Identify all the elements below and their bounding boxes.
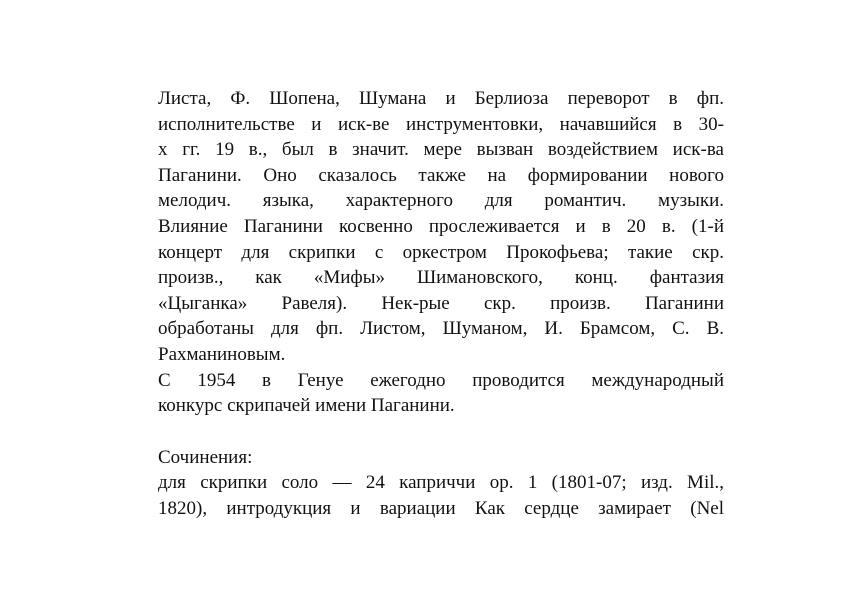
text-line: исполнительстве и иск-ве инструментовки, начавшийся в 30- [158,113,724,135]
text-line: 1820), интродукция и вариации Как сердце замирает (Nel [158,497,724,519]
text-line: С 1954 в Генуе ежегодно проводится международный [158,369,724,391]
text-line: мелодич. языка, характерного для романтич. музыки. [158,190,724,212]
text-line: Листа, Ф. Шопена, Шумана и Берлиоза переворот в фп. [158,88,724,109]
paragraph-genoa-competition [158,368,724,419]
paragraph-spacer [158,419,724,445]
body-text [158,86,724,522]
text-line: Влияние Паганини косвенно прослеживается и в 20 в. (1-й [158,215,724,237]
text-line: конкурс скрипачей имени Паганини. [158,395,455,417]
paragraph-paganini-influence [158,86,724,368]
text-line: обработаны для фп. Листом, Шуманом, И. Брамсом, С. В. [158,318,724,340]
text-line: Рахманиновым. [158,343,286,365]
text-line: х гг. 19 в., был в значит. мере вызван воздействием иск-ва [158,139,724,161]
works-heading: Сочинения: [158,446,253,468]
text-line: для скрипки соло — 24 каприччи ор. 1 (1801-07; изд. Mil., [158,472,724,494]
text-line: «Цыганка» Равеля). Нек-рые скр. произв. Паганини [158,292,724,314]
paragraph-works [158,470,724,521]
text-line: произв., как «Мифы» Шимановского, конц. фантазия [158,267,724,289]
text-line: Паганини. Оно сказалось также на формировании нового [158,164,724,186]
text-line: концерт для скрипки с оркестром Прокофьева; такие скр. [158,241,724,263]
